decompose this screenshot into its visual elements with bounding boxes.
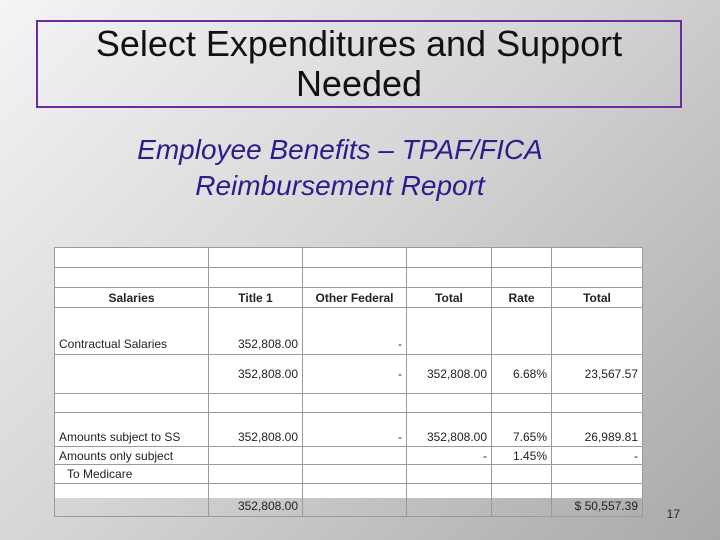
- table-cell: -: [407, 447, 492, 465]
- table-cell: [407, 308, 492, 355]
- table-cell: -: [552, 447, 643, 465]
- header-row: [55, 288, 643, 308]
- table-cell: [407, 484, 492, 517]
- table-cell: 26,989.81: [552, 413, 643, 447]
- table-cell: [303, 465, 407, 484]
- table-cell: [492, 465, 552, 484]
- table-cell: To Medicare: [55, 465, 209, 484]
- table-cell: $ 50,557.39: [552, 484, 643, 517]
- table-cell: [303, 484, 407, 517]
- table-cell: [407, 465, 492, 484]
- table-cell: 352,808.00: [209, 413, 303, 447]
- table-cell: -: [303, 308, 407, 355]
- table-cell: 1.45%: [492, 447, 552, 465]
- table-row: [55, 308, 643, 355]
- table-row: [55, 413, 643, 447]
- column-header: Title 1: [209, 288, 303, 308]
- table-cell: Amounts subject to SS: [55, 413, 209, 447]
- table-cell: 352,808.00: [209, 355, 303, 394]
- benefits-table: [54, 247, 643, 517]
- table-cell: [209, 447, 303, 465]
- table-cell: 352,808.00: [407, 413, 492, 447]
- table-cell: [492, 484, 552, 517]
- table-row: [55, 248, 643, 268]
- table-cell: -: [303, 355, 407, 394]
- column-header: Rate: [492, 288, 552, 308]
- table-cell: 352,808.00: [209, 484, 303, 517]
- table-cell: [55, 484, 209, 517]
- table-cell: 352,808.00: [209, 308, 303, 355]
- column-header: Total: [407, 288, 492, 308]
- slide-title-box: [36, 20, 682, 108]
- table-cell: 23,567.57: [552, 355, 643, 394]
- table-row: [55, 465, 643, 484]
- table-row: [55, 394, 643, 413]
- table-cell: [552, 308, 643, 355]
- benefits-table-container: [54, 247, 642, 513]
- table-cell: Amounts only subject: [55, 447, 209, 465]
- column-header: Salaries: [55, 288, 209, 308]
- table-cell: [552, 465, 643, 484]
- column-header: Other Federal: [303, 288, 407, 308]
- table-row: [55, 484, 643, 517]
- table-cell: -: [303, 413, 407, 447]
- table-row: [55, 268, 643, 288]
- page-number: 17: [666, 507, 680, 521]
- table-cell: Contractual Salaries: [55, 308, 209, 355]
- table-cell: [492, 308, 552, 355]
- table-cell: [55, 355, 209, 394]
- table-cell: 6.68%: [492, 355, 552, 394]
- column-header: Total: [552, 288, 643, 308]
- table-cell: [209, 465, 303, 484]
- slide-title: Select Expenditures and Support Needed: [95, 23, 623, 104]
- table-row: [55, 355, 643, 394]
- table-row: [55, 447, 643, 465]
- table-cell: [303, 447, 407, 465]
- table-cell: 7.65%: [492, 413, 552, 447]
- table-cell: 352,808.00: [407, 355, 492, 394]
- slide-subtitle: Employee Benefits – TPAF/FICA Reimbursement Report: [137, 134, 543, 201]
